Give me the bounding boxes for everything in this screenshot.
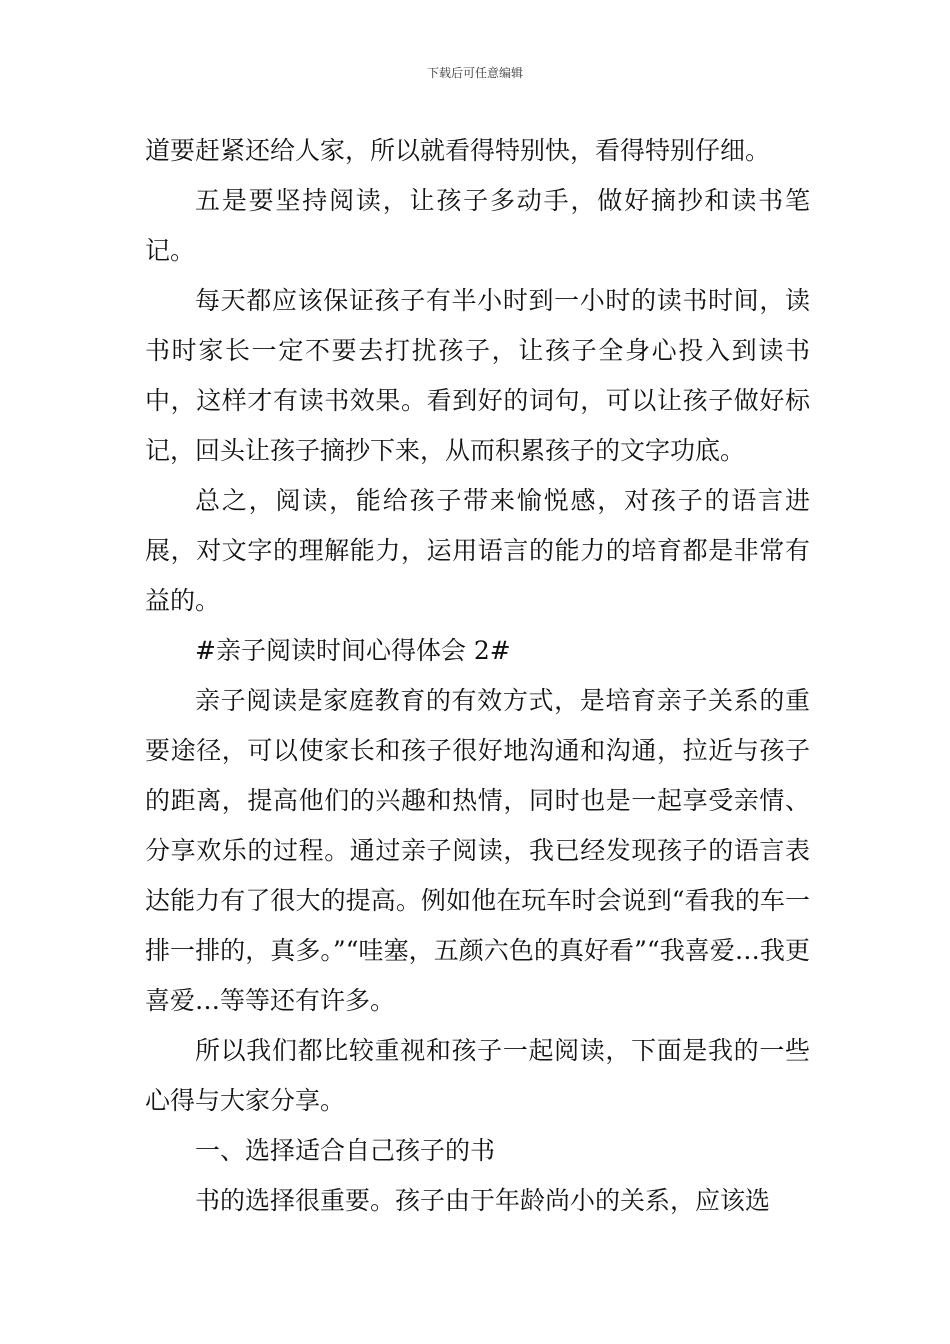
paragraph-7: 书的选择很重要。孩子由于年龄尚小的关系，应该选 [195, 1186, 771, 1215]
paragraph-5: 亲子阅读是家庭教育的有效方式，是培育亲子关系的重要途径，可以使家长和孩子很好地沟通和沟通，拉近与孩子的距离，提高他们的兴趣和热情，同时也是一起享受亲情、分享欢乐的过程。通过亲子阅读，我已经发现孩子的语言表达能力有了很大的提高。例如他在玩车时会说到“看我的车一排一排的，真多。”“哇塞，五颜六色的真好看”“我喜爱…我更喜爱…等等还有许多。 [145, 686, 810, 1015]
paragraph-2: 五是要坚持阅读，让孩子多动手，做好摘抄和读书笔记。 [145, 186, 810, 265]
page-header-note: 下载后可任意编辑 [426, 66, 523, 80]
document-body [145, 126, 810, 1226]
paragraph-3: 每天都应该保证孩子有半小时到一小时的读书时间，读书时家长一定不要去打扰孩子，让孩子全身心投入到读书中，这样才有读书效果。看到好的词句，可以让孩子做好标记，回头让孩子摘抄下来，从而积累孩子的文字功底。 [145, 286, 810, 465]
subheading-choose-books: 一、选择适合自己孩子的书 [195, 1136, 496, 1165]
paragraph-1: 道要赶紧还给人家，所以就看得特别快，看得特别仔细。 [145, 136, 771, 165]
paragraph-4: 总之，阅读，能给孩子带来愉悦感，对孩子的语言进展，对文字的理解能力，运用语言的能力的培育都是非常有益的。 [145, 486, 810, 615]
section-heading-2: #亲子阅读时间心得体会 2# [195, 636, 511, 665]
paragraph-6: 所以我们都比较重视和孩子一起阅读，下面是我的一些心得与大家分享。 [145, 1036, 810, 1115]
